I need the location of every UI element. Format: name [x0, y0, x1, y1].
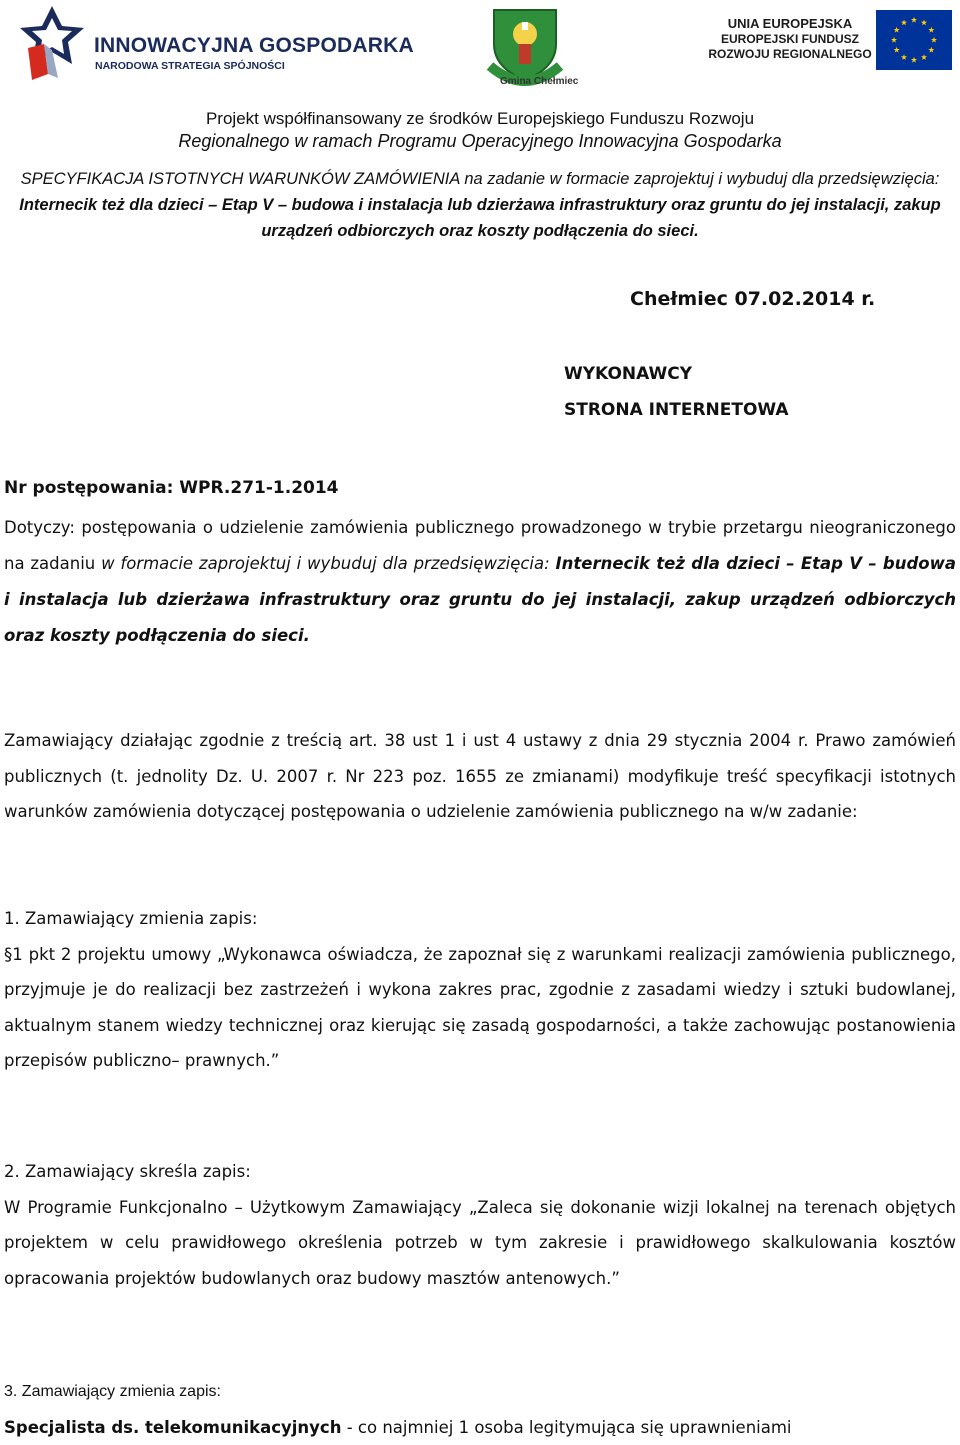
project-line-2: Regionalnego w ramach Programu Operacyjnego Innowacyjna Gospodarka	[178, 131, 782, 151]
intro-paragraph: Zamawiający działając zgodnie z treścią art. 38 ust 1 i ust 4 ustawy z dnia 29 stycznia 2004 r. Prawo zamówień publicznych (t. jednolity Dz. U. 2007 r. Nr 223 poz. 1655 ze zmianami) modyfikuje treść specyfikacji istotnych warunków zamówienia dotyczącej postępowania o udzielenie zamówienia publicznego na w/w zadanie:	[4, 731, 956, 821]
eu-logo	[700, 6, 956, 76]
coat-of-arms-label: Gmina Chełmiec	[500, 76, 579, 87]
item-1	[4, 901, 956, 1079]
recipient-line-1: WYKONAWCY	[564, 364, 693, 384]
item-1-heading: 1. Zamawiający zmienia zapis:	[4, 909, 258, 928]
eu-line-2: EUROPEJSKI FUNDUSZ	[720, 32, 860, 46]
siwz-header	[4, 166, 956, 244]
innowacyjna-gospodarka-logo	[18, 4, 418, 84]
project-line-1: Projekt współfinansowany ze środków Europejskiego Funduszu Rozwoju	[205, 109, 755, 128]
item-3-heading: 3. Zamawiający zmienia zapis:	[4, 1383, 221, 1400]
item-1-text: §1 pkt 2 projektu umowy „Wykonawca oświadcza, że zapoznał się z warunkami realizacji zamówienia publicznego, przyjmuje je do realizacji bez zastrzeżeń i wykona zakres prac, zgodnie z zasadami wiedzy i sztuki budowlanej, aktualnym stanem wiedzy technicznej oraz kierując się zasadą gospodarności, a także zachowując postanowienia przepisów publiczno– prawnych.”	[4, 944, 956, 1070]
case-number: Nr postępowania: WPR.271-1.2014	[4, 478, 339, 498]
eu-line-1: UNIA EUROPEJSKA	[727, 16, 853, 31]
innowacyjna-gospodarka-emblem-icon	[18, 4, 90, 82]
item-3-bold: Specjalista ds. telekomunikacyjnych	[4, 1417, 342, 1437]
gmina-chelmiec-logo	[480, 4, 579, 90]
item-2	[4, 1154, 956, 1296]
subject-italic: w formacie zaprojektuj i wybuduj dla przedsięwzięcia:	[101, 554, 550, 573]
eu-flag-icon	[876, 10, 952, 70]
subject-lead: Dotyczy: postępowania o udzielenie zamówienia publicznego prowadzonego w trybie przetargu nieograniczonego na zadaniu	[4, 518, 956, 573]
recipient-line-2: STRONA INTERNETOWA	[564, 400, 789, 420]
item-3	[4, 1374, 956, 1445]
item-2-heading: 2. Zamawiający skreśla zapis:	[4, 1162, 251, 1181]
siwz-prefix: SPECYFIKACJA ISTOTNYCH WARUNKÓW ZAMÓWIENIA na zadanie w formacie zaprojektuj i wybuduj dla przedsięwzięcia:	[20, 170, 940, 188]
logo-subtitle: NARODOWA STRATEGIA SPÓJNOŚCI	[95, 60, 285, 72]
place-date: Chełmiec 07.02.2014 r.	[630, 288, 876, 310]
subject-paragraph	[4, 510, 956, 654]
siwz-title: Internecik też dla dzieci – Etap V – budowa i instalacja lub dzierżawa infrastruktury oraz gruntu do jej instalacji, zakup urządzeń odbiorczych oraz koszty podłączenia do sieci.	[19, 196, 941, 240]
coat-of-arms-icon	[480, 4, 579, 90]
subject-title: Internecik też dla dzieci – Etap V – budowa i instalacja lub dzierżawa infrastruktury oraz gruntu do jej instalacji, zakup urządzeń odbiorczych oraz koszty podłączenia do sieci.	[4, 554, 956, 645]
item-2-text: W Programie Funkcjonalno – Użytkowym Zamawiający „Zaleca się dokonanie wizji lokalnej na terenach objętych projektem w celu prawidłowego określenia potrzeb w tym zakresie i prawidłowego skalkulowania kosztów opracowania projektów budowlanych oraz budowy masztów antenowych.”	[4, 1197, 956, 1288]
item-3-text: - co najmniej 1 osoba legitymująca się uprawnieniami	[341, 1417, 792, 1437]
logo-name: INNOWACYJNA GOSPODARKA	[94, 34, 414, 57]
eu-line-3: ROZWOJU REGIONALNEGO	[708, 47, 872, 61]
